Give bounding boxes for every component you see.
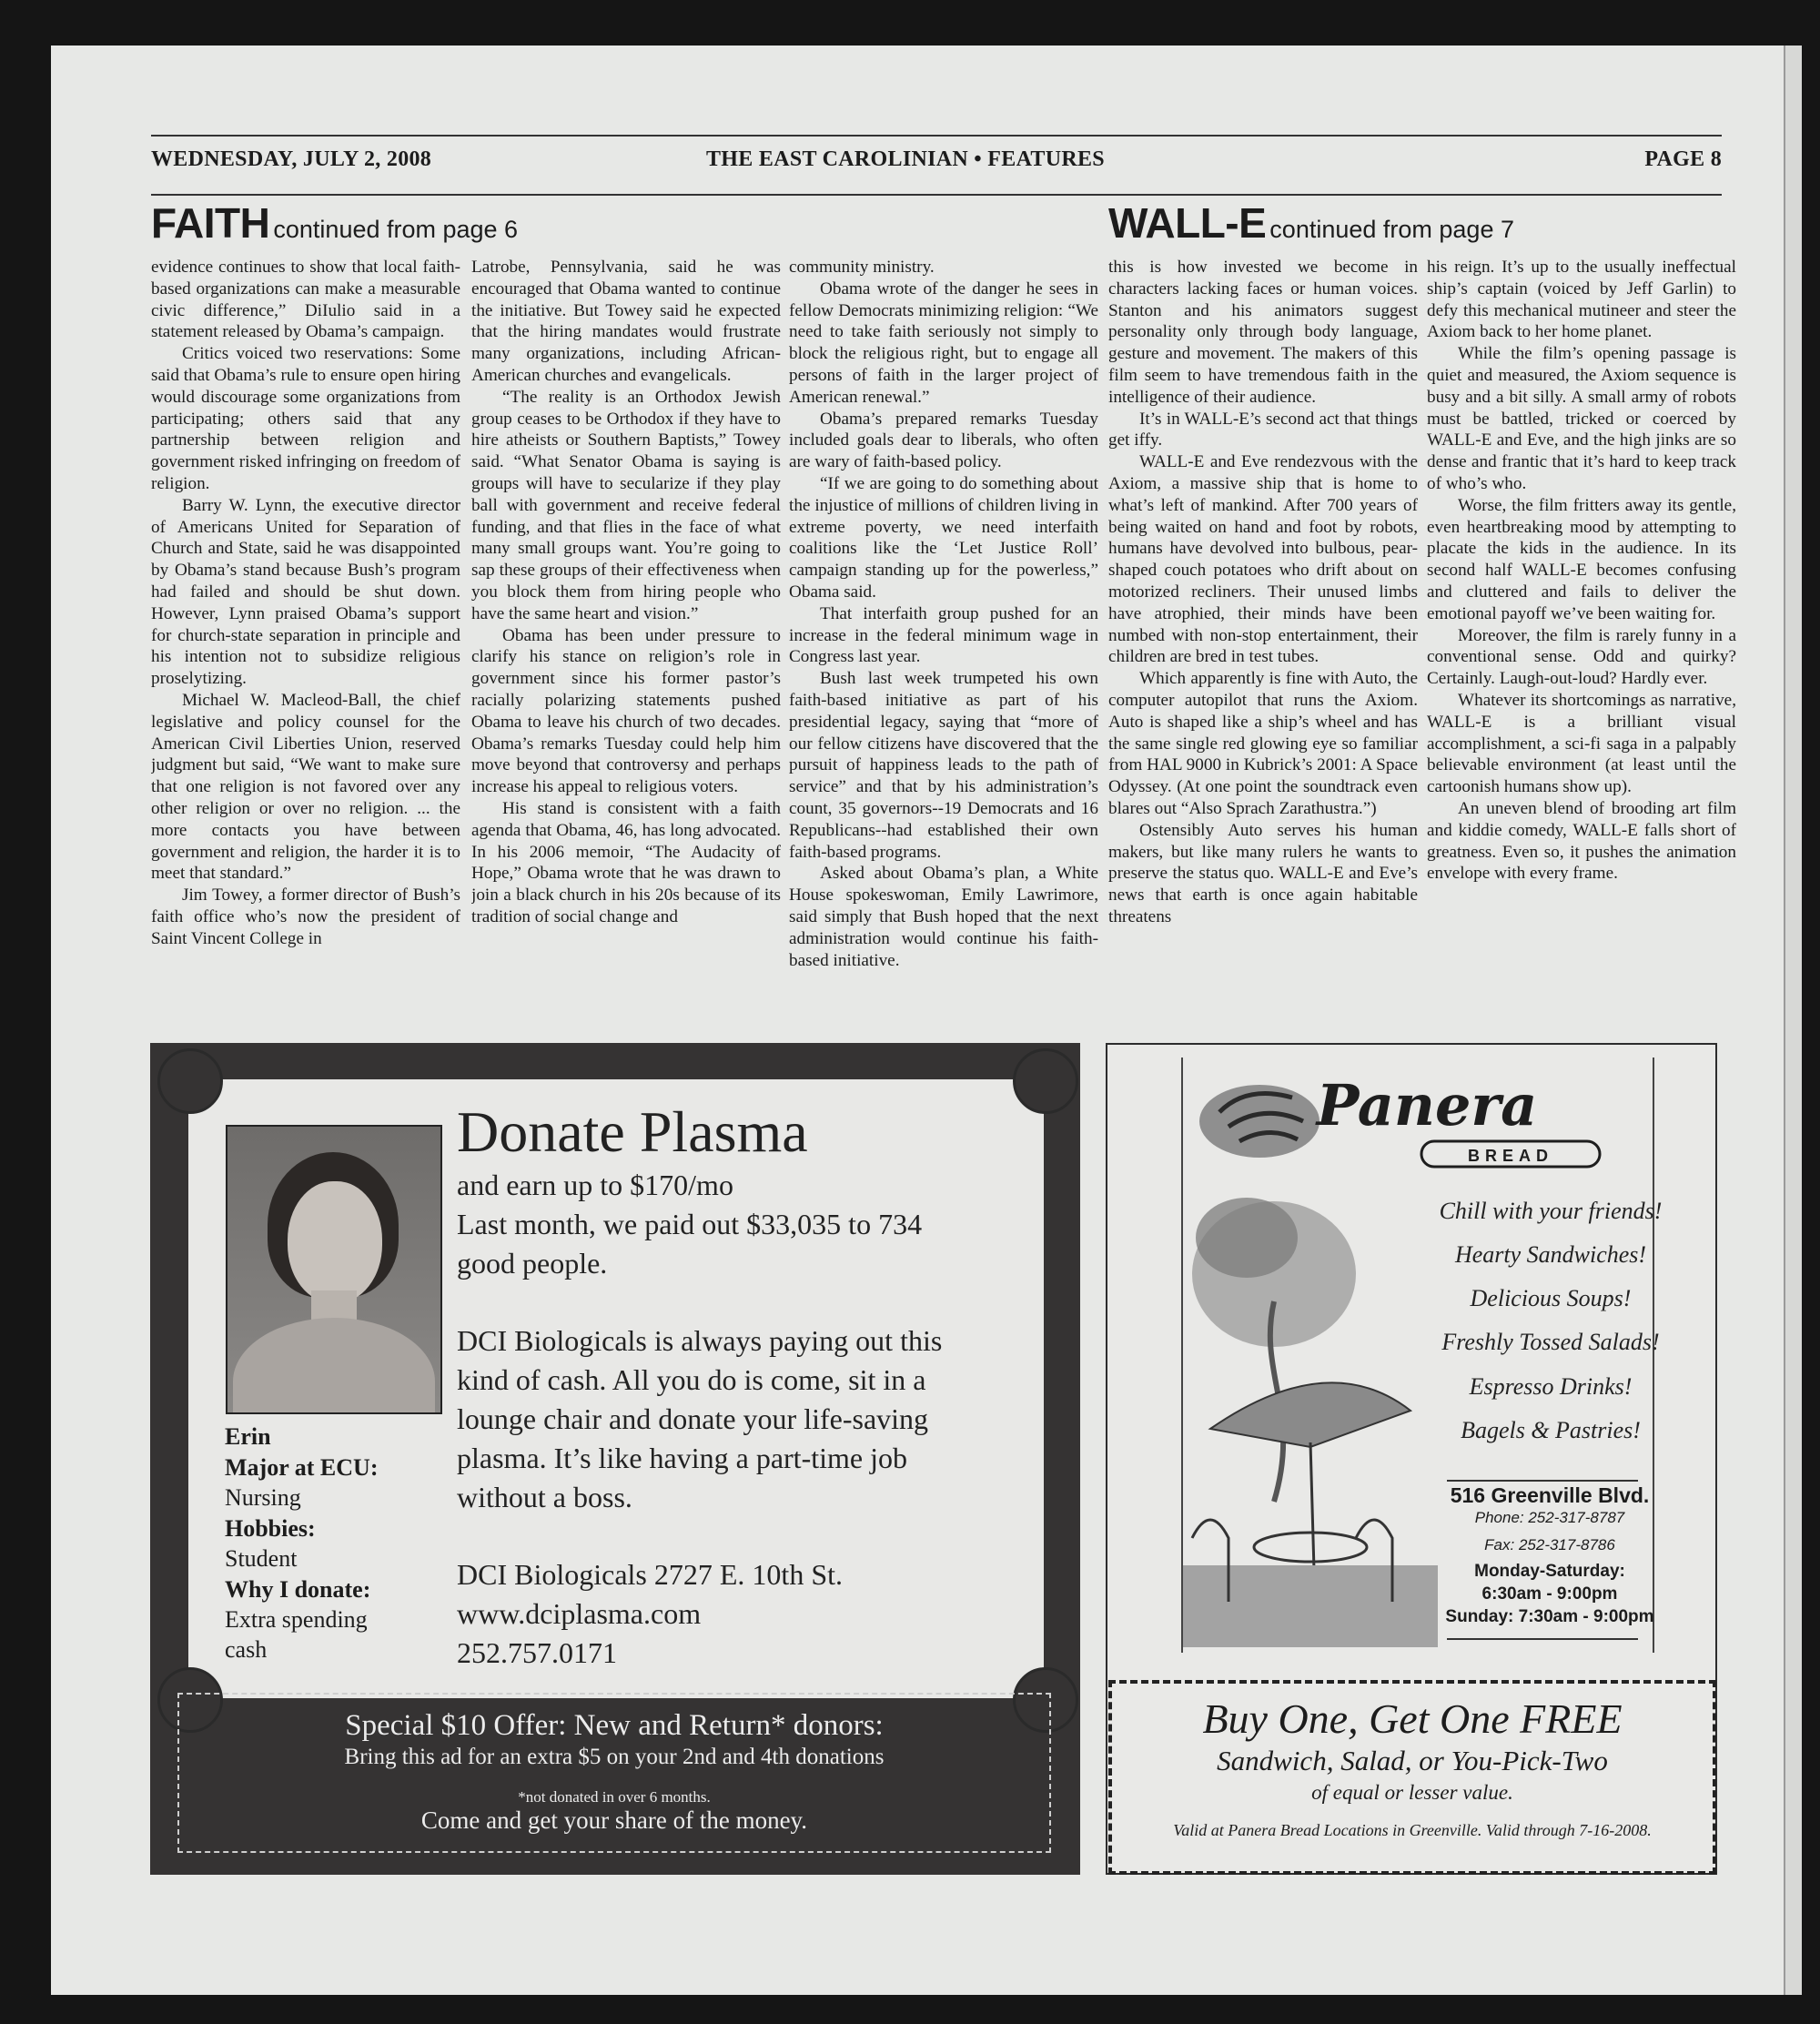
panera-brand-sub: BREAD bbox=[1467, 1147, 1554, 1165]
faith-headline bbox=[151, 198, 518, 253]
tree-foliage bbox=[1196, 1198, 1298, 1278]
offer-closing: Come and get your share of the money. bbox=[420, 1806, 808, 1834]
paragraph: An uneven blend of brooding art film and kiddie comedy, WALL-E falls short of greatness. Even so, it pushes the animation envelope with every frame. bbox=[1427, 798, 1736, 884]
umbrella bbox=[1210, 1382, 1410, 1447]
plasma-body-line: kind of cash. All you do is come, sit in a bbox=[457, 1363, 926, 1396]
paragraph: That interfaith group pushed for an increase in the federal minimum wage in Congress last year. bbox=[789, 603, 1098, 667]
paragraph: his reign. It’s up to the usually ineffectual ship’s captain (voiced by Jeff Garlin) to defy this mechanical mutineer and steer the Axiom back to her home planet. bbox=[1427, 258, 1736, 342]
paragraph: “The reality is an Orthodox Jewish group ceases to be Orthodox if they have to hire atheists or Southern Baptists,” Towey said. “What Senator Obama is saying is groups will have to secularize if they play ball with government and receive federal funding, and that flies in the face of what many small groups want. You’re going to sap these groups of their effectiveness when you block them from hiring people who have the same heart and vision.” bbox=[471, 387, 781, 623]
panera-hours: 6:30am - 9:00pm bbox=[1481, 1584, 1618, 1604]
panera-fax: Fax: 252-317-8786 bbox=[1484, 1536, 1615, 1553]
paragraph: community ministry. bbox=[789, 258, 935, 277]
plasma-website: www.dciplasma.com bbox=[457, 1597, 702, 1630]
menu-line: Delicious Soups! bbox=[1470, 1285, 1632, 1311]
plasma-body-line: plasma. It’s like having a part-time job bbox=[457, 1442, 907, 1474]
faith-column-2 bbox=[471, 257, 781, 1032]
paragraph: Which apparently is fine with Auto, the computer autopilot that runs the Axiom. Auto is shaped like a ship’s wheel and has the same single red glowing eye so familiar from HAL 9000 in Kubrick’s 2001: A Space Odyssey. (At one point the soundtrack even blares out “Also Sprach Zarathustra.”) bbox=[1108, 669, 1418, 818]
panera-brand: Panera bbox=[1316, 1072, 1538, 1138]
plasma-address: DCI Biologicals 2727 E. 10th St. bbox=[457, 1558, 843, 1591]
donor-why: cash bbox=[225, 1636, 268, 1663]
panera-logo bbox=[1192, 1067, 1647, 1176]
panera-phone: Phone: 252-317-8787 bbox=[1474, 1509, 1625, 1526]
paragraph: this is how invested we become in characters lacking faces or human voices. Stanton and his animators suggest personality only through body language, gesture and movement. The makers of this film seem to have tremendous faith in the intelligence of their audience. bbox=[1108, 258, 1418, 407]
menu-line: Hearty Sandwiches! bbox=[1454, 1241, 1647, 1268]
menu-line: Espresso Drinks! bbox=[1469, 1373, 1633, 1400]
panel-corner-ornament bbox=[1013, 1048, 1078, 1114]
plasma-body-line: without a boss. bbox=[457, 1481, 632, 1513]
paragraph: Obama wrote of the danger he sees in fellow Democrats minimizing religion: “We need to take faith seriously not simply to block the religious right, but to engage all persons of faith in the larger project of American renewal.” bbox=[789, 278, 1098, 407]
panera-coupon bbox=[1108, 1680, 1716, 1875]
plasma-title: Donate Plasma bbox=[457, 1099, 808, 1164]
paragraph: Ostensibly Auto serves his human makers, but like many rulers he wants to preserve the status quo. WALL-E and Eve’s news that earth is once again habitable threatens bbox=[1108, 820, 1418, 926]
coupon-fine-print: Valid at Panera Bread Locations in Greenville. Valid through 7-16-2008. bbox=[1173, 1821, 1652, 1839]
paragraph: Obama has been under pressure to clarify his stance on religion’s role in government since his former pastor’s racially polarizing statements pushed Obama to leave his church of two decades. Obama’s remarks Tuesday could help him move beyond that controversy and perhaps increase his appeal to religious voters. bbox=[471, 625, 781, 797]
paragraph: Critics voiced two reservations: Some said that Obama’s rule to ensure open hiring would discourage some organizations from participating; others said that any partnership between religion and government risked infringing on freedom of religion. bbox=[151, 344, 460, 493]
donor-why-label: Why I donate: bbox=[225, 1576, 371, 1603]
special-offer-coupon bbox=[177, 1693, 1051, 1853]
paragraph: “If we are going to do something about the injustice of millions of children living in extreme poverty, we need interfaith coalitions like the ‘Let Justice Roll’ campaign standing up for the powerless,” Obama said. bbox=[789, 473, 1098, 602]
paragraph: WALL-E and Eve rendezvous with the Axiom, a massive ship that is home to what’s left of mankind. After 700 years of being waited on hand and foot by robots, humans have devolved into bulbous, pear-shaped couch potatoes who drift about on motorized recliners. Their unused limbs have atrophied, their minds have been numbed with non-stop entertainment, their children are bred in test tubes. bbox=[1108, 452, 1418, 667]
faith-title: FAITH bbox=[151, 199, 270, 247]
paragraph: Michael W. Macleod-Ball, the chief legislative and policy counsel for the American Civil Liberties Union, reserved judgment but said, “We want to make sure that one religion is not favored over any other religion or over no religion. ... the more contacts you have between government and religion, the harder it is to meet that standard.” bbox=[151, 690, 460, 884]
walle-jump-line: continued from page 7 bbox=[1269, 216, 1514, 243]
donor-major: Nursing bbox=[225, 1484, 301, 1511]
plasma-body-line: DCI Biologicals is always paying out this bbox=[457, 1324, 943, 1357]
faith-column-3 bbox=[789, 257, 1098, 1032]
paragraph: Bush last week trumpeted his own faith-based initiative as part of his presidential legacy, saying that “more of our fellow citizens have discovered that the pursuit of happiness leads to the path of service” and that by his administration’s count, 35 governors--19 Democrats and 16 Republicans--had established their own faith-based programs. bbox=[789, 669, 1098, 862]
page-edge bbox=[1784, 46, 1802, 1995]
paragraph: Worse, the film fritters away its gentle, even heartbreaking mood by attempting to placate the kids in the audience. In its second half WALL-E becomes confusing and cluttered and fails to deliver the emotional payoff we’ve been waiting for. bbox=[1427, 495, 1736, 623]
paragraph: Asked about Obama’s plan, a White House spokeswoman, Emily Lawrimore, said simply that Bush hoped that the next administration would continue his faith-based initiative. bbox=[789, 864, 1098, 970]
paragraph: Latrobe, Pennsylvania, said he was encouraged that Obama wanted to continue the initiative. But Towey said he expected that the hiring mandates would frustrate many organizations, including African-American churches and evangelicals. bbox=[471, 258, 781, 385]
panel-corner-ornament bbox=[157, 1048, 223, 1114]
masthead bbox=[151, 135, 1722, 196]
patio-ground bbox=[1183, 1565, 1438, 1647]
paragraph: Barry W. Lynn, the executive director of Americans United for Separation of Church and State, said he was disappointed by Obama’s stand because Bush’s program had failed and should be shut down. However, Lynn praised Obama’s support for church-state separation in principle and his intention not to subsidize religious proselytizing. bbox=[151, 495, 460, 689]
paragraph: Whatever its shortcomings as narrative, WALL-E is a brilliant visual accomplishment, a sci-fi saga in a palpably believable environment (at least until the cartoonish humans show up). bbox=[1427, 690, 1736, 797]
coupon-qualifier: of equal or lesser value. bbox=[1311, 1781, 1513, 1804]
offer-headline: Special $10 Offer: New and Return* donors: bbox=[345, 1709, 884, 1742]
walle-column-1 bbox=[1108, 257, 1418, 1032]
offer-footnote: *not donated in over 6 months. bbox=[518, 1788, 711, 1806]
paragraph: Moreover, the film is rarely funny in a conventional sense. Odd and quirky? Certainly. Laugh-out-loud? Hardly ever. bbox=[1427, 625, 1736, 689]
panera-sunday-hours: Sunday: 7:30am - 9:00pm bbox=[1445, 1607, 1654, 1626]
paragraph: While the film’s opening passage is quiet and measured, the Axiom sequence is busy and a bit silly. A small army of robots must be battled, tricked or coerced by WALL-E and Eve, and the high jinks are so dense and frantic that it’s hard to keep track of who’s who. bbox=[1427, 344, 1736, 493]
plasma-phone: 252.757.0171 bbox=[457, 1636, 617, 1669]
paragraph: evidence continues to show that local faith-based organizations can make a measurable civic difference,” DiIulio said in a statement released by Obama’s campaign. bbox=[151, 258, 460, 342]
offer-subline: Bring this ad for an extra $5 on your 2nd and 4th donations bbox=[344, 1745, 885, 1769]
faith-column-1 bbox=[151, 257, 460, 1032]
faith-jump-line: continued from page 6 bbox=[273, 216, 519, 243]
menu-line: Chill with your friends! bbox=[1439, 1198, 1663, 1224]
plasma-line: and earn up to $170/mo bbox=[457, 1169, 733, 1201]
donor-why: Extra spending bbox=[225, 1606, 368, 1633]
section-title: THE EAST CAROLINIAN • FEATURES bbox=[706, 147, 1105, 171]
issue-date: WEDNESDAY, JULY 2, 2008 bbox=[151, 147, 432, 171]
panera-hours-label: Monday-Saturday: bbox=[1474, 1562, 1625, 1581]
donor-hobbies-label: Hobbies: bbox=[225, 1515, 316, 1542]
paragraph: Obama’s prepared remarks Tuesday included goals dear to liberals, who often are wary of faith-based policy. bbox=[789, 409, 1098, 472]
coupon-items: Sandwich, Salad, or You-Pick-Two bbox=[1217, 1745, 1608, 1776]
donor-photo bbox=[226, 1125, 442, 1414]
plasma-line: Last month, we paid out $33,035 to 734 bbox=[457, 1208, 923, 1240]
walle-title: WALL-E bbox=[1108, 199, 1267, 247]
coupon-headline: Buy One, Get One FREE bbox=[1202, 1695, 1623, 1742]
walle-headline bbox=[1108, 198, 1514, 253]
menu-line: Freshly Tossed Salads! bbox=[1441, 1329, 1660, 1355]
walle-column-2 bbox=[1427, 257, 1736, 1032]
paragraph: It’s in WALL-E’s second act that things get iffy. bbox=[1108, 409, 1418, 450]
plasma-line: good people. bbox=[457, 1247, 608, 1280]
info-divider bbox=[1447, 1480, 1638, 1482]
paragraph: His stand is consistent with a faith agenda that Obama, 46, has long advocated. In his 2006 memoir, “The Audacity of Hope,” Obama wrote that he was drawn to join a black church in his 20s because of its tradition of social change and bbox=[471, 798, 781, 926]
paragraph: Jim Towey, a former director of Bush’s faith office who’s now the president of Saint Vincent College in bbox=[151, 886, 460, 948]
photo-shoulders bbox=[233, 1318, 435, 1414]
panera-address: 516 Greenville Blvd. bbox=[1450, 1483, 1650, 1507]
donor-hobbies: Student bbox=[225, 1545, 298, 1572]
patio-table bbox=[1254, 1533, 1367, 1562]
donor-name: Erin bbox=[225, 1423, 271, 1450]
photo-face bbox=[288, 1181, 382, 1303]
info-divider bbox=[1447, 1638, 1638, 1640]
plasma-body-line: lounge chair and donate your life-saving bbox=[457, 1402, 929, 1435]
page-number: PAGE 8 bbox=[1644, 147, 1722, 171]
menu-line: Bagels & Pastries! bbox=[1461, 1417, 1641, 1443]
donor-major-label: Major at ECU: bbox=[225, 1454, 379, 1481]
